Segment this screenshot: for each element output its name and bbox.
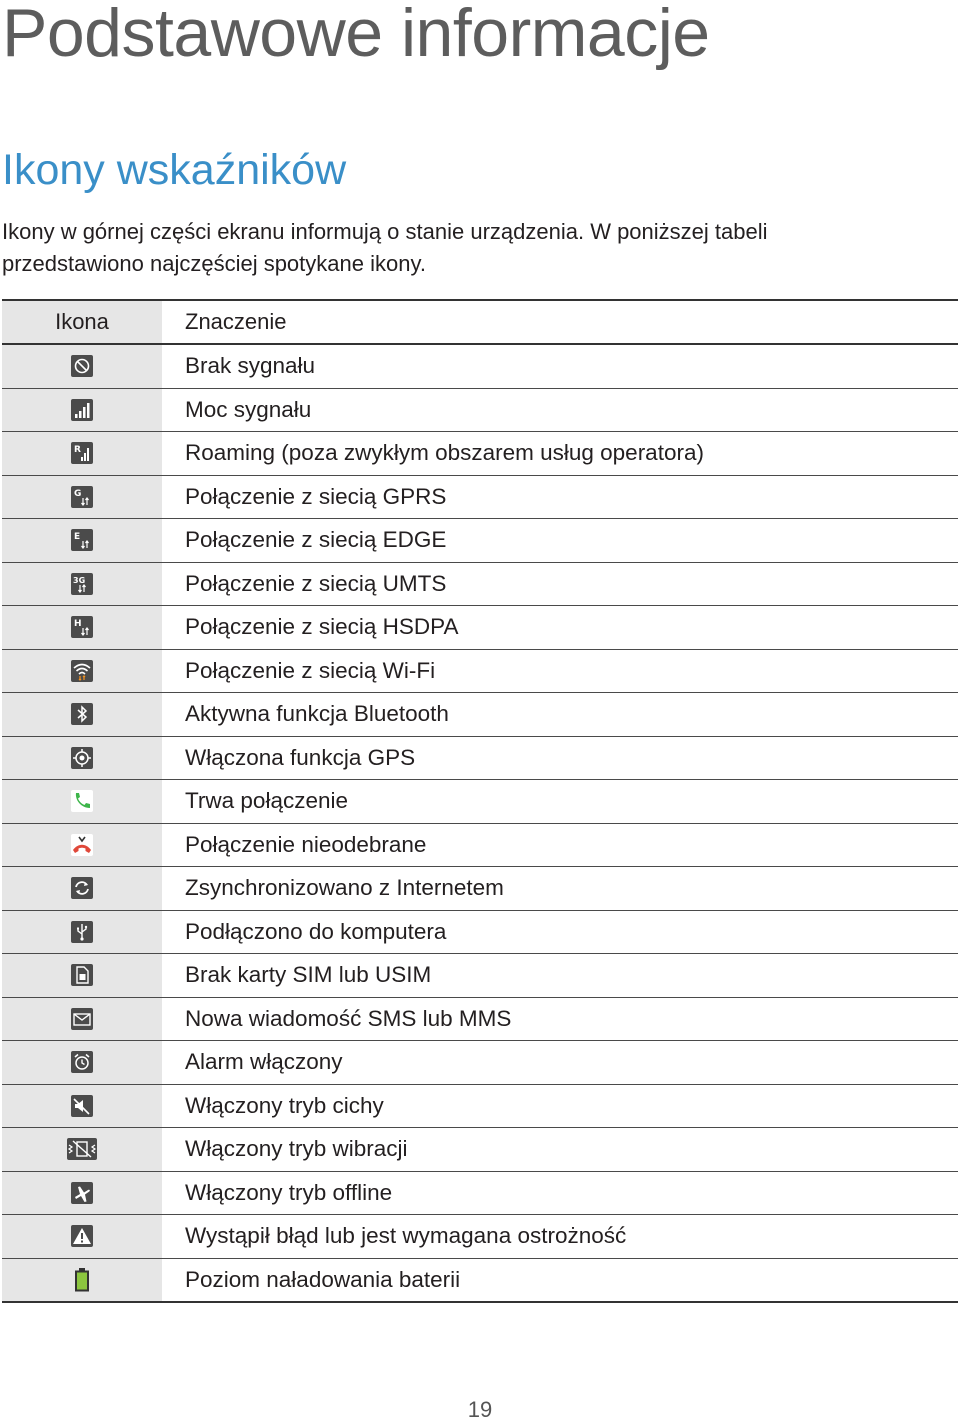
warning-icon bbox=[71, 1225, 93, 1247]
no-signal-icon bbox=[71, 355, 93, 377]
alarm-icon bbox=[71, 1051, 93, 1073]
row-meaning: Wystąpił błąd lub jest wymagana ostrożność bbox=[162, 1215, 958, 1259]
table-row bbox=[2, 867, 958, 911]
no-sim-icon bbox=[71, 964, 93, 986]
table-row bbox=[2, 1215, 958, 1259]
page-number: 19 bbox=[467, 1397, 493, 1422]
svg-text:H: H bbox=[74, 619, 82, 630]
row-meaning: Alarm włączony bbox=[162, 1041, 958, 1085]
hsdpa-icon bbox=[71, 616, 93, 638]
row-meaning: Połączenie z siecią EDGE bbox=[162, 519, 958, 563]
row-meaning: Roaming (poza zwykłym obszarem usług operatora) bbox=[162, 432, 958, 476]
table-row bbox=[2, 1171, 958, 1215]
table-row bbox=[2, 1128, 958, 1172]
table-row bbox=[2, 344, 958, 388]
row-meaning: Trwa połączenie bbox=[162, 780, 958, 824]
row-meaning: Połączenie nieodebrane bbox=[162, 823, 958, 867]
page-title: Podstawowe informacje bbox=[2, 0, 710, 71]
gps-icon bbox=[71, 747, 93, 769]
usb-icon bbox=[71, 921, 93, 943]
row-meaning: Włączona funkcja GPS bbox=[162, 736, 958, 780]
silent-mode-icon bbox=[71, 1095, 93, 1117]
umts-icon bbox=[71, 573, 93, 595]
table-row bbox=[2, 649, 958, 693]
header-icon: Ikona bbox=[2, 300, 162, 344]
row-meaning: Włączony tryb cichy bbox=[162, 1084, 958, 1128]
header-meaning: Znaczenie bbox=[162, 300, 958, 344]
row-meaning: Nowa wiadomość SMS lub MMS bbox=[162, 997, 958, 1041]
missed-call-icon bbox=[71, 834, 93, 856]
row-meaning: Podłączono do komputera bbox=[162, 910, 958, 954]
table-row bbox=[2, 606, 958, 650]
sync-icon bbox=[71, 877, 93, 899]
message-icon bbox=[71, 1008, 93, 1030]
wifi-icon bbox=[71, 660, 93, 682]
edge-icon bbox=[71, 529, 93, 551]
row-meaning: Włączony tryb wibracji bbox=[162, 1128, 958, 1172]
table-row bbox=[2, 910, 958, 954]
gprs-icon bbox=[71, 486, 93, 508]
battery-icon bbox=[74, 1268, 90, 1292]
svg-text:3G: 3G bbox=[73, 575, 86, 585]
row-meaning: Zsynchronizowano z Internetem bbox=[162, 867, 958, 911]
roaming-icon bbox=[71, 442, 93, 464]
row-meaning: Włączony tryb offline bbox=[162, 1171, 958, 1215]
row-meaning: Połączenie z siecią Wi-Fi bbox=[162, 649, 958, 693]
table-row bbox=[2, 519, 958, 563]
row-meaning: Połączenie z siecią GPRS bbox=[162, 475, 958, 519]
row-meaning: Poziom naładowania baterii bbox=[162, 1258, 958, 1302]
intro-paragraph: Ikony w górnej części ekranu informują o stanie urządzenia. W poniższej tabeli przedstawiono najczęściej spotykane ikony. bbox=[2, 219, 768, 276]
table-row bbox=[2, 780, 958, 824]
table-row bbox=[2, 1258, 958, 1302]
table-row bbox=[2, 736, 958, 780]
row-meaning: Brak sygnału bbox=[162, 344, 958, 388]
table-header-row bbox=[2, 300, 958, 344]
table-row bbox=[2, 388, 958, 432]
table-row bbox=[2, 562, 958, 606]
svg-text:G: G bbox=[74, 488, 82, 499]
row-meaning: Aktywna funkcja Bluetooth bbox=[162, 693, 958, 737]
call-icon bbox=[71, 790, 93, 812]
table-row bbox=[2, 1084, 958, 1128]
airplane-mode-icon bbox=[71, 1182, 93, 1204]
vibrate-mode-icon bbox=[67, 1138, 97, 1160]
row-meaning: Połączenie z siecią UMTS bbox=[162, 562, 958, 606]
table-row bbox=[2, 823, 958, 867]
svg-text:R: R bbox=[74, 445, 81, 456]
table-row bbox=[2, 1041, 958, 1085]
table-row bbox=[2, 432, 958, 476]
indicator-icons-table bbox=[2, 299, 958, 1303]
row-meaning: Brak karty SIM lub USIM bbox=[162, 954, 958, 998]
table-row bbox=[2, 954, 958, 998]
table-row bbox=[2, 693, 958, 737]
section-heading: Ikony wskaźników bbox=[2, 146, 347, 194]
svg-text:E: E bbox=[74, 532, 81, 543]
bluetooth-icon bbox=[71, 703, 93, 725]
row-meaning: Moc sygnału bbox=[162, 388, 958, 432]
table-row bbox=[2, 997, 958, 1041]
row-meaning: Połączenie z siecią HSDPA bbox=[162, 606, 958, 650]
table-row bbox=[2, 475, 958, 519]
signal-strength-icon bbox=[71, 399, 93, 421]
